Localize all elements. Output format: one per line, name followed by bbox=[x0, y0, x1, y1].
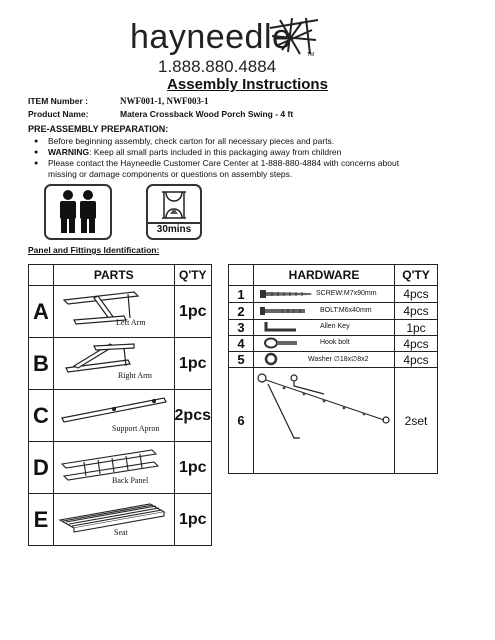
hardware-image-cell bbox=[254, 368, 395, 474]
part-caption: Back Panel bbox=[112, 476, 149, 485]
part-letter: C bbox=[29, 390, 54, 442]
hardware-label: SCREW:M7x90mm bbox=[316, 290, 377, 297]
trademark: TM bbox=[307, 52, 315, 58]
pre-assembly-list bbox=[34, 136, 454, 180]
part-image-cell bbox=[54, 494, 175, 546]
bullet-item bbox=[34, 147, 454, 158]
part-qty: 1pc bbox=[174, 442, 211, 494]
hardware-number: 1 bbox=[229, 286, 254, 303]
time-icon-box bbox=[146, 184, 202, 240]
hardware-qty: 2set bbox=[395, 368, 438, 474]
part-image-cell bbox=[54, 338, 175, 390]
item-number-label: ITEM Number : bbox=[28, 96, 88, 106]
hardware-image-cell bbox=[254, 336, 395, 352]
washer-icon bbox=[264, 352, 280, 366]
two-person-icon bbox=[46, 186, 110, 238]
bolt-icon bbox=[258, 304, 314, 318]
parts-header: PARTS bbox=[54, 265, 175, 286]
part-letter: A bbox=[29, 286, 54, 338]
hardware-label: Allen Key bbox=[320, 323, 350, 330]
hardware-number: 2 bbox=[229, 303, 254, 320]
hardware-image-cell bbox=[254, 303, 395, 320]
hardware-qty: 4pcs bbox=[395, 303, 438, 320]
bullet-continuation: missing or damage components or questions on assembly steps. bbox=[48, 169, 293, 179]
part-caption: Seat bbox=[114, 528, 128, 537]
part-caption: Left Arm bbox=[116, 318, 146, 327]
hardware-number: 5 bbox=[229, 352, 254, 368]
part-letter: E bbox=[29, 494, 54, 546]
chain-assembly-icon bbox=[254, 368, 394, 468]
hardware-image-cell bbox=[254, 286, 395, 303]
part-image-cell bbox=[54, 442, 175, 494]
screw-icon bbox=[258, 287, 314, 301]
hardware-image-cell bbox=[254, 352, 395, 368]
hardware-qty-header: Q'TY bbox=[395, 265, 438, 286]
hardware-qty: 1pc bbox=[395, 320, 438, 336]
bullet-item: ● Before beginning assembly, check carton for all necessary pieces and parts. bbox=[34, 136, 454, 147]
parts-table bbox=[28, 264, 212, 546]
hardware-label: Washer ∅18x∅8x2 bbox=[308, 356, 369, 363]
left-arm-icon bbox=[54, 286, 172, 332]
allen-key-icon bbox=[262, 320, 302, 334]
hook-bolt-icon bbox=[262, 336, 302, 350]
part-qty: 1pc bbox=[174, 286, 211, 338]
hardware-number: 6 bbox=[229, 368, 254, 474]
time-label: 30mins bbox=[148, 222, 200, 235]
parts-qty-header: Q'TY bbox=[174, 265, 211, 286]
part-letter: D bbox=[29, 442, 54, 494]
product-name-value: Matera Crossback Wood Porch Swing - 4 ft bbox=[120, 109, 294, 119]
item-number-value: NWF001-1, NWF003-1 bbox=[120, 96, 209, 106]
bullet-item: ● Please contact the Hayneedle Customer Care Center at 1-888-880-4884 with concerns about bbox=[34, 158, 454, 169]
hardware-table bbox=[228, 264, 438, 474]
part-qty: 1pc bbox=[174, 494, 211, 546]
part-caption: Right Arm bbox=[118, 371, 153, 380]
hardware-qty: 4pcs bbox=[395, 336, 438, 352]
warning-text: WARNING: Keep all small parts included in this packaging away from children bbox=[48, 147, 342, 157]
pre-assembly-title: PRE-ASSEMBLY PREPARATION: bbox=[28, 124, 169, 134]
right-arm-icon bbox=[54, 338, 172, 384]
hardware-image-cell bbox=[254, 320, 395, 336]
brand-logo-text: hayneedle bbox=[130, 18, 292, 56]
hardware-number: 3 bbox=[229, 320, 254, 336]
part-image-cell bbox=[54, 286, 175, 338]
warning-word: WARNING bbox=[48, 147, 90, 157]
hardware-qty: 4pcs bbox=[395, 352, 438, 368]
hardware-label: BOLT:M6x40mm bbox=[320, 307, 372, 314]
hardware-label: Hook bolt bbox=[320, 339, 350, 346]
phone-number: 1.888.880.4884 bbox=[158, 57, 277, 76]
page-title: Assembly Instructions bbox=[167, 76, 328, 93]
hardware-number: 4 bbox=[229, 336, 254, 352]
two-person-icon-box bbox=[44, 184, 112, 240]
part-letter: B bbox=[29, 338, 54, 390]
part-image-cell bbox=[54, 390, 175, 442]
panel-title: Panel and Fittings Identification: bbox=[28, 245, 160, 255]
product-name-label: Product Name: bbox=[28, 109, 89, 119]
part-qty: 2pcs bbox=[174, 390, 211, 442]
part-qty: 1pc bbox=[174, 338, 211, 390]
seat-icon bbox=[54, 494, 172, 540]
hourglass-icon bbox=[148, 186, 200, 224]
hardware-header: HARDWARE bbox=[254, 265, 395, 286]
part-caption: Support Apron bbox=[112, 424, 160, 433]
hardware-qty: 4pcs bbox=[395, 286, 438, 303]
